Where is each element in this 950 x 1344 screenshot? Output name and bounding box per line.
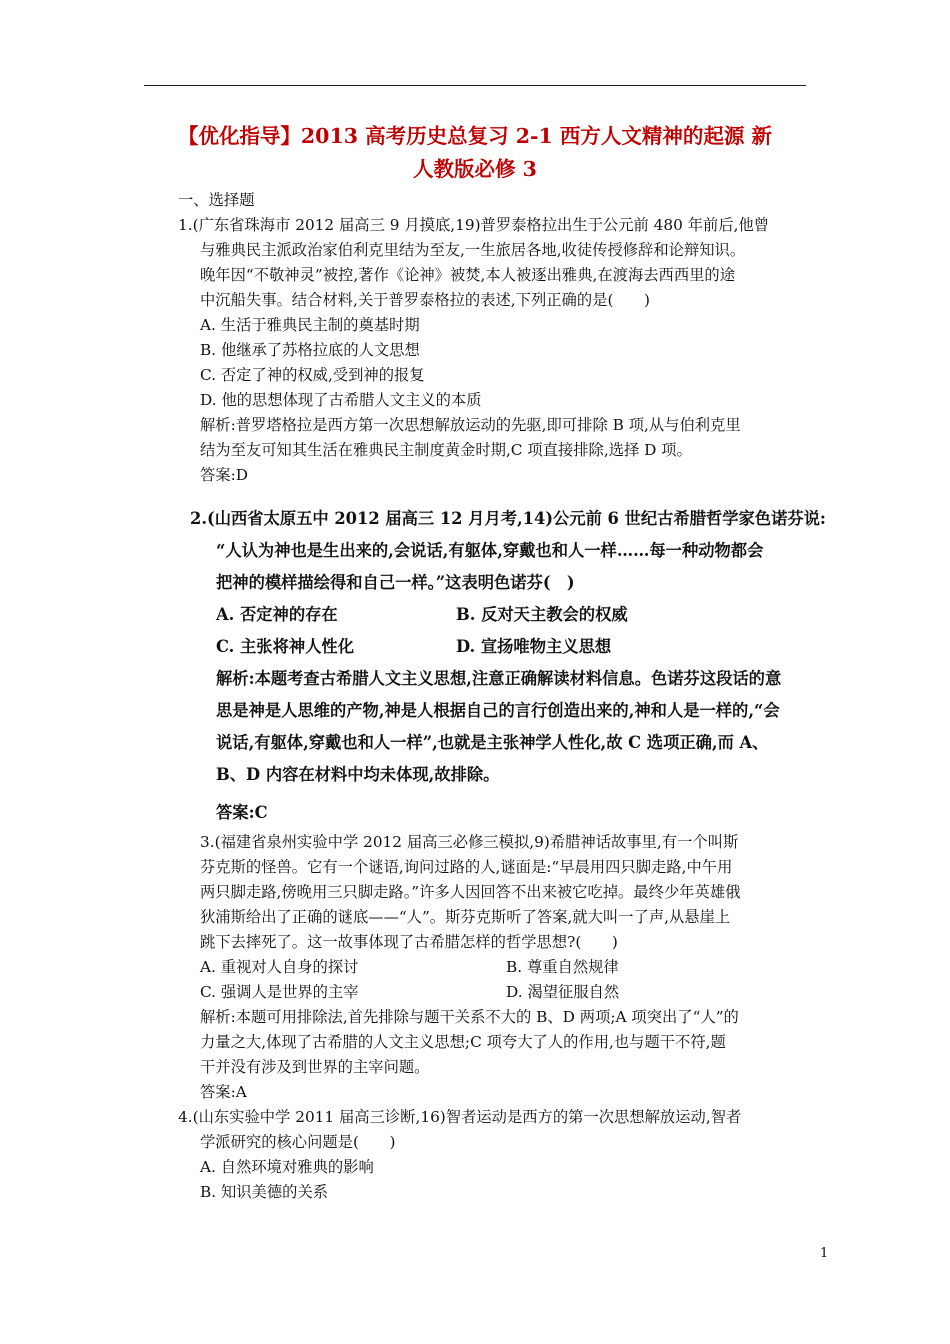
q2-line: 把神的模样描绘得和自己一样。”这表明色诺芬( ) bbox=[216, 573, 575, 592]
q1-line: 与雅典民主派政治家伯利克里结为至友,一生旅居各地,收徒传授修辞和论辩知识。 bbox=[200, 241, 746, 259]
q3-answer: 答案:A bbox=[200, 1083, 247, 1101]
q2-option-a: A. 否定神的存在 bbox=[216, 605, 338, 624]
q4-line: 4.(山东实验中学 2011 届高三诊断,16)智者运动是西方的第一次思想解放运动,智者 bbox=[178, 1108, 742, 1126]
q2-line: 2.(山西省太原五中 2012 届高三 12 月月考,14)公元前 6 世纪古希腊哲学家色诺芬说: bbox=[190, 509, 826, 528]
q4-option-a: A. 自然环境对雅典的影响 bbox=[200, 1158, 374, 1176]
q2-option-d: D. 宣扬唯物主义思想 bbox=[456, 637, 612, 656]
q3-options-row bbox=[200, 955, 850, 980]
q1-line: 晚年因“不敬神灵”被控,著作《论神》被焚,本人被逐出雅典,在渡海去西西里的途 bbox=[200, 266, 736, 284]
q1-option-c: C. 否定了神的权威,受到神的报复 bbox=[200, 366, 425, 384]
q1-option-a: A. 生活于雅典民主制的奠基时期 bbox=[200, 316, 420, 334]
q2-analysis: 解析:本题考查古希腊人文主义思想,注意正确解读材料信息。色诺芬这段话的意 bbox=[216, 669, 782, 688]
q4-option-b: B. 知识美德的关系 bbox=[200, 1183, 329, 1201]
q1-option-b: B. 他继承了苏格拉底的人文思想 bbox=[200, 341, 420, 359]
q1-option-d: D. 他的思想体现了古希腊人文主义的本质 bbox=[200, 391, 482, 409]
q2-options-row bbox=[190, 599, 830, 631]
q1-analysis: 解析:普罗塔格拉是西方第一次思想解放运动的先驱,即可排除 B 项,从与伯利克里 bbox=[200, 416, 741, 434]
question-2 bbox=[190, 503, 830, 829]
q4-line: 学派研究的核心问题是( ) bbox=[200, 1133, 396, 1151]
q3-analysis: 干并没有涉及到世界的主宰问题。 bbox=[200, 1058, 430, 1076]
section-heading: 一、选择题 bbox=[178, 191, 255, 209]
title-line-1: 【优化指导】2013 高考历史总复习 2-1 西方人文精神的起源 新 bbox=[177, 124, 773, 148]
q2-analysis: B、D 内容在材料中均未体现,故排除。 bbox=[216, 765, 500, 784]
q2-line: “人认为神也是生出来的,会说话,有躯体,穿戴也和人一样……每一种动物都会 bbox=[216, 541, 764, 560]
q3-analysis: 力量之大,体现了古希腊的人文主义思想;C 项夸大了人的作用,也与题干不符,题 bbox=[200, 1033, 726, 1051]
q1-line: 中沉船失事。结合材料,关于普罗泰格拉的表述,下列正确的是( ) bbox=[200, 291, 650, 309]
q3-line: 3.(福建省泉州实验中学 2012 届高三必修三模拟,9)希腊神话故事里,有一个叫斯 bbox=[200, 833, 739, 851]
page-number: 1 bbox=[820, 1246, 829, 1261]
q3-line: 跳下去摔死了。这一故事体现了古希腊怎样的哲学思想?( ) bbox=[200, 933, 618, 951]
header-rule bbox=[144, 85, 806, 86]
q3-line: 狄浦斯给出了正确的谜底——“人”。斯芬克斯听了答案,就大叫一了声,从悬崖上 bbox=[200, 908, 731, 926]
question-1 bbox=[178, 213, 828, 488]
q2-option-c: C. 主张将神人性化 bbox=[216, 637, 354, 656]
title-line-2: 人教版必修 3 bbox=[413, 157, 537, 181]
q3-line: 两只脚走路,傍晚用三只脚走路。”许多人因回答不出来被它吃掉。最终少年英雄俄 bbox=[200, 883, 741, 901]
question-3 bbox=[200, 830, 850, 1105]
q3-analysis: 解析:本题可用排除法,首先排除与题干关系不大的 B、D 两项;A 项突出了“人”的 bbox=[200, 1008, 739, 1026]
q2-answer: 答案:C bbox=[216, 803, 268, 822]
q3-option-d: D. 渴望征服自然 bbox=[506, 983, 620, 1001]
q1-line: 1.(广东省珠海市 2012 届高三 9 月摸底,19)普罗泰格拉出生于公元前 480 年前后,他曾 bbox=[178, 216, 770, 234]
q1-analysis: 结为至友可知其生活在雅典民主制度黄金时期,C 项直接排除,选择 D 项。 bbox=[200, 441, 692, 459]
document-title bbox=[150, 120, 800, 186]
q3-options-row bbox=[200, 980, 850, 1005]
q2-option-b: B. 反对天主教会的权威 bbox=[456, 605, 628, 624]
question-4 bbox=[178, 1105, 828, 1205]
q3-option-b: B. 尊重自然规律 bbox=[506, 958, 619, 976]
q1-answer: 答案:D bbox=[200, 466, 249, 484]
q3-line: 芬克斯的怪兽。它有一个谜语,询问过路的人,谜面是:“早晨用四只脚走路,中午用 bbox=[200, 858, 733, 876]
q3-option-a: A. 重视对人自身的探讨 bbox=[200, 958, 359, 976]
q2-analysis: 说话,有躯体,穿戴也和人一样”,也就是主张神学人性化,故 C 选项正确,而 A、 bbox=[216, 733, 769, 752]
q2-options-row bbox=[190, 631, 830, 663]
q3-option-c: C. 强调人是世界的主宰 bbox=[200, 983, 359, 1001]
q2-analysis: 思是神是人思维的产物,神是人根据自己的言行创造出来的,神和人是一样的,“会 bbox=[216, 701, 780, 720]
